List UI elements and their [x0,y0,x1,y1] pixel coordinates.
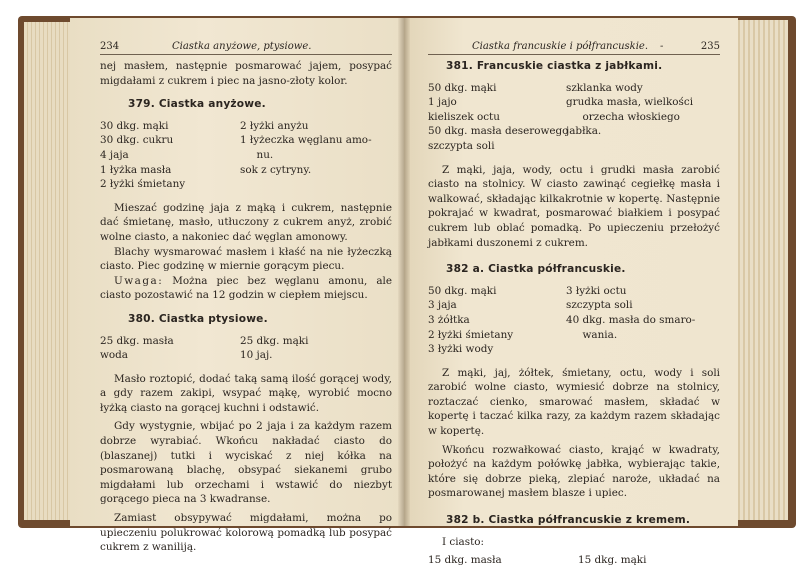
recipe-382a-paragraph: Z mąki, jaj, żółtek, śmietany, octu, wody i soli zarobić wolne ciasto, wymiesić dobrze na stolnicy, roztaczać cienko, smarować masłem, składać w kopertę i taczać kilka razy, za każdym razem składając w kopertę. [428,366,720,438]
page-number: 235 [700,41,720,52]
ingredient: wania. [566,328,618,341]
ingredient: 50 dkg. masła deserowego [428,125,569,138]
ingredient: 50 dkg. mąki [428,81,497,94]
intro-paragraph: nej masłem, następnie posmarować jajem, posypać migdałami z cukrem i piec na jasno-złoty kolor. [100,60,392,87]
ingredient: 15 dkg. masła [428,554,502,567]
ingredient: 2 łyżki śmietany [428,328,514,341]
ingredients-column-left [428,553,578,568]
ingredient: 3 łyżki wody [428,343,494,356]
recipe-380-paragraph: Gdy wystygnie, wbijać po 2 jaja i za każdym razem dobrze wyrabiać. Wkońcu nakładać ciasto do (blaszanej) tutki i wyciskać z niej kółka na posmarowaną blachę, obsypać siekanemi grubo migdałami lub orzechami i wstawić do niezbyt gorącego pieca na 3 kwadranse. [100,420,392,506]
ingredients-column-left [100,119,240,192]
ingredient: 25 dkg. masła [100,334,174,347]
ingredient: 15 dkg. mąki [578,554,647,567]
ingredient: 30 dkg. mąki [100,119,169,132]
ingredients-column-left [100,334,240,363]
ingredients-column-right [578,553,646,568]
book-gutter [398,18,410,526]
recipe-379-note [100,274,392,303]
ingredient: 25 dkg. mąki [240,334,309,347]
recipe-382b-heading: 382 b. Ciastka półfrancuskie z kremem. [446,514,691,527]
recipe-382b-ingredients [428,553,720,568]
left-running-head [100,40,392,55]
ingredient: 2 łyżki anyżu [240,119,309,132]
ingredient: 3 żółtka [428,313,470,326]
running-head-dash: - [660,41,664,52]
ingredients-column-right [240,119,372,192]
ingredients-column-right [566,81,693,154]
recipe-379-paragraph: Mieszać godzinę jaja z mąką i cukrem, następnie dać śmietanę, masło, utłuczony z cukrem anyż, zrobić wolne ciasto, a nakoniec dać węglan amonowy. [100,201,392,243]
recipe-380-paragraph: Zamiast obsypywać migdałami, można po upieczeniu polukrować kolorową pomadką lub posypać cukrem z waniliją. [100,512,392,554]
recipe-379-heading: 379. Ciastka anyżowe. [128,98,266,111]
ingredients-column-right [566,284,695,357]
ingredient: 1 jajo [428,96,457,109]
ingredient: 50 dkg. mąki [428,284,497,297]
ingredient: 1 łyżeczka węglanu amo- [240,134,372,147]
ingredient: grudka masła, wielkości [566,96,694,109]
running-head-title: Ciastka anyżowe, ptysiowe. [172,41,312,52]
recipe-382a-ingredients [428,284,720,357]
recipe-382b-subheading: I ciasto: [442,535,485,548]
ingredient: kieliszek octu [428,110,500,123]
ingredient: szczypta soli [566,299,633,312]
recipe-379-ingredients [100,119,392,192]
right-running-head [428,40,720,55]
ingredient: 40 dkg. masła do smaro- [566,313,696,326]
note-text: Można piec bez węglanu amonu, ale ciasto pozostawić na 12 godzin w ciepłem miejscu. [100,274,392,302]
right-page-content [428,40,720,572]
ingredient: 2 łyżki śmietany [100,178,186,191]
recipe-379-paragraph: Blachy wysmarować masłem i kłaść na nie łyżeczką ciasto. Piec godzinę w miernie gorącym piecu. [100,245,392,273]
ingredient: orzecha włoskiego [566,110,680,123]
recipe-382a-paragraph: Wkońcu rozwałkować ciasto, krająć w kwadraty, położyć na każdym połówkę jabłka, wybierając takie, które się dobrze pieką, zlepiać naroże, układać na posmarowanej masłem blasze i upiec. [428,443,720,500]
page-edges-left [24,22,76,520]
running-head-title: Ciastka francuskie i półfrancuskie. [472,41,649,52]
ingredient: 10 jaj. [240,349,273,362]
recipe-382a-heading: 382 a. Ciastka półfrancuskie. [446,263,626,276]
ingredient: nu. [240,148,274,161]
recipe-381-paragraph: Z mąki, jaja, wody, octu i grudki masła zarobić ciasto na stolnicy. W ciasto zawinąć cegiełkę masła i walkować, składając kilkakrotnie w kopertę. Następnie pokrajać w kwadrat, posmarować białkiem i posypać cukrem lub oblać pomadką. Po upieczeniu przełożyć jabłkami duszonemi z cukrem. [428,163,720,249]
ingredient: 1 łyżka masła [100,163,172,176]
ingredient: szklanka wody [566,81,643,94]
recipe-380-ingredients [100,334,392,363]
page-number: 234 [100,41,120,52]
recipe-381-heading: 381. Francuskie ciastka z jabłkami. [446,60,663,72]
ingredient: 4 jaja [100,148,129,161]
ingredients-column-left [428,81,569,154]
ingredient: 3 jaja [428,299,457,312]
recipe-380-heading: 380. Ciastka ptysiowe. [128,312,268,325]
recipe-380-paragraph: Masło roztopić, dodać taką samą ilość gorącej wody, a gdy razem zakipi, wsypać mąkę, wyrobić mocno łyżką ciasto na gorącej kuchni i odstawić. [100,372,392,414]
note-label: Uwaga: [114,274,164,287]
ingredient: 3 łyżki octu [566,284,627,297]
ingredient: jabłka. [566,125,602,138]
ingredient: woda [100,349,128,362]
ingredients-column-left [428,284,566,357]
ingredient: sok z cytryny. [240,163,312,176]
ingredient: szczypta soli [428,139,495,152]
ingredients-column-right [240,334,308,363]
ingredient: 30 dkg. cukru [100,134,174,147]
recipe-381-ingredients [428,81,720,154]
left-page-content [100,40,392,555]
